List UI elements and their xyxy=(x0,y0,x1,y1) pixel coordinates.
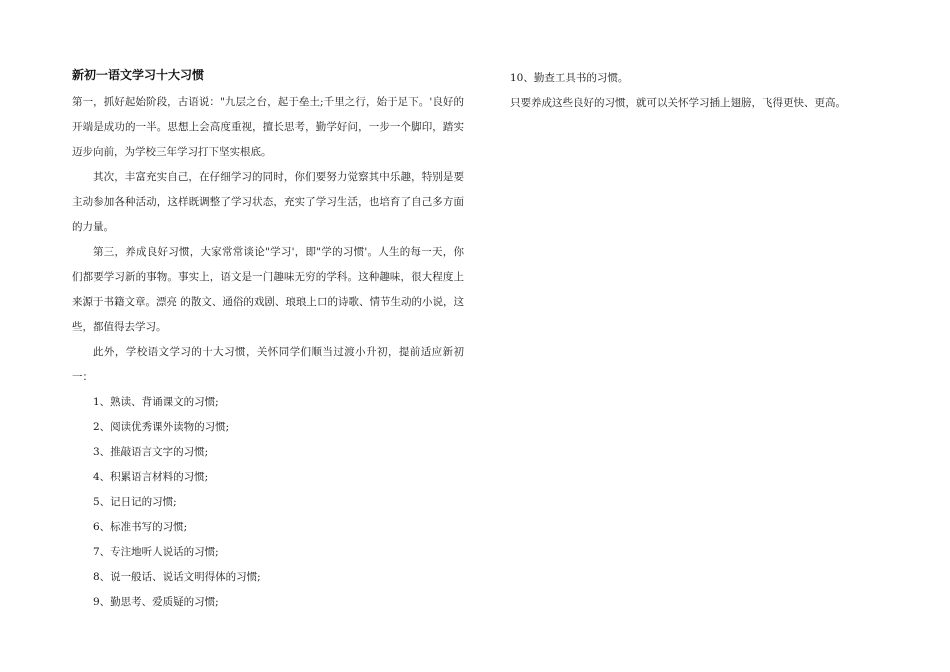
list-item: 1、熟读、背诵课文的习惯; xyxy=(93,396,219,408)
list-item: 7、专注地听人说话的习惯; xyxy=(93,546,219,558)
list-item: 3、推敲语言文字的习惯; xyxy=(93,446,209,458)
list-item: 5、记日记的习惯; xyxy=(93,496,177,508)
left-column xyxy=(72,66,464,615)
document-title: 新初一语文学习十大习惯 xyxy=(72,68,205,82)
paragraph-fourth: 此外，学校语文学习的十大习惯，关怀同学们顺当过渡小升初，提前适应新初一： xyxy=(72,346,464,383)
paragraph-second: 其次，丰富充实自己，在仔细学习的同时，你们要努力觉察其中乐趣，特别是要主动参加各种活动，这样既调整了学习状态，充实了学习生活，也培育了自己多方面的力量。 xyxy=(72,171,464,233)
closing-paragraph: 只要养成这些良好的习惯，就可以关怀学习插上翅膀，飞得更快、更高。 xyxy=(510,97,846,109)
list-item: 10、勤查工具书的习惯。 xyxy=(510,72,629,84)
paragraph-third: 第三，养成良好习惯，大家常常谈论"学习'，即"学的习惯'。人生的每一天，你们都要学习新的事物。事实上，语文是一门趣味无穷的学科。这种趣味，很大程度上来源于书籍文章。漂亮 的散文、通俗的戏剧、琅琅上口的诗歌、情节生动的小说，这些，都值得去学习。 xyxy=(72,246,464,333)
list-item: 2、阅读优秀课外读物的习惯; xyxy=(93,421,230,433)
paragraph-first: 第一，抓好起始阶段，古语说："九层之台，起于垒土;千里之行，始于足下。'良好的开端是成功的一半。思想上会高度重视，擅长思考，勤学好问，一步一个脚印，踏实迈步向前，为学校三年学习打下坚实根底。 xyxy=(72,96,464,158)
habit-list xyxy=(72,390,464,615)
right-column xyxy=(510,66,910,116)
list-item: 6、标准书写的习惯; xyxy=(93,521,188,533)
list-item: 4、积累语言材料的习惯; xyxy=(93,471,209,483)
list-item: 9、勤思考、爱质疑的习惯; xyxy=(93,596,219,608)
list-item: 8、说一般话、说话文明得体的习惯; xyxy=(93,571,261,583)
